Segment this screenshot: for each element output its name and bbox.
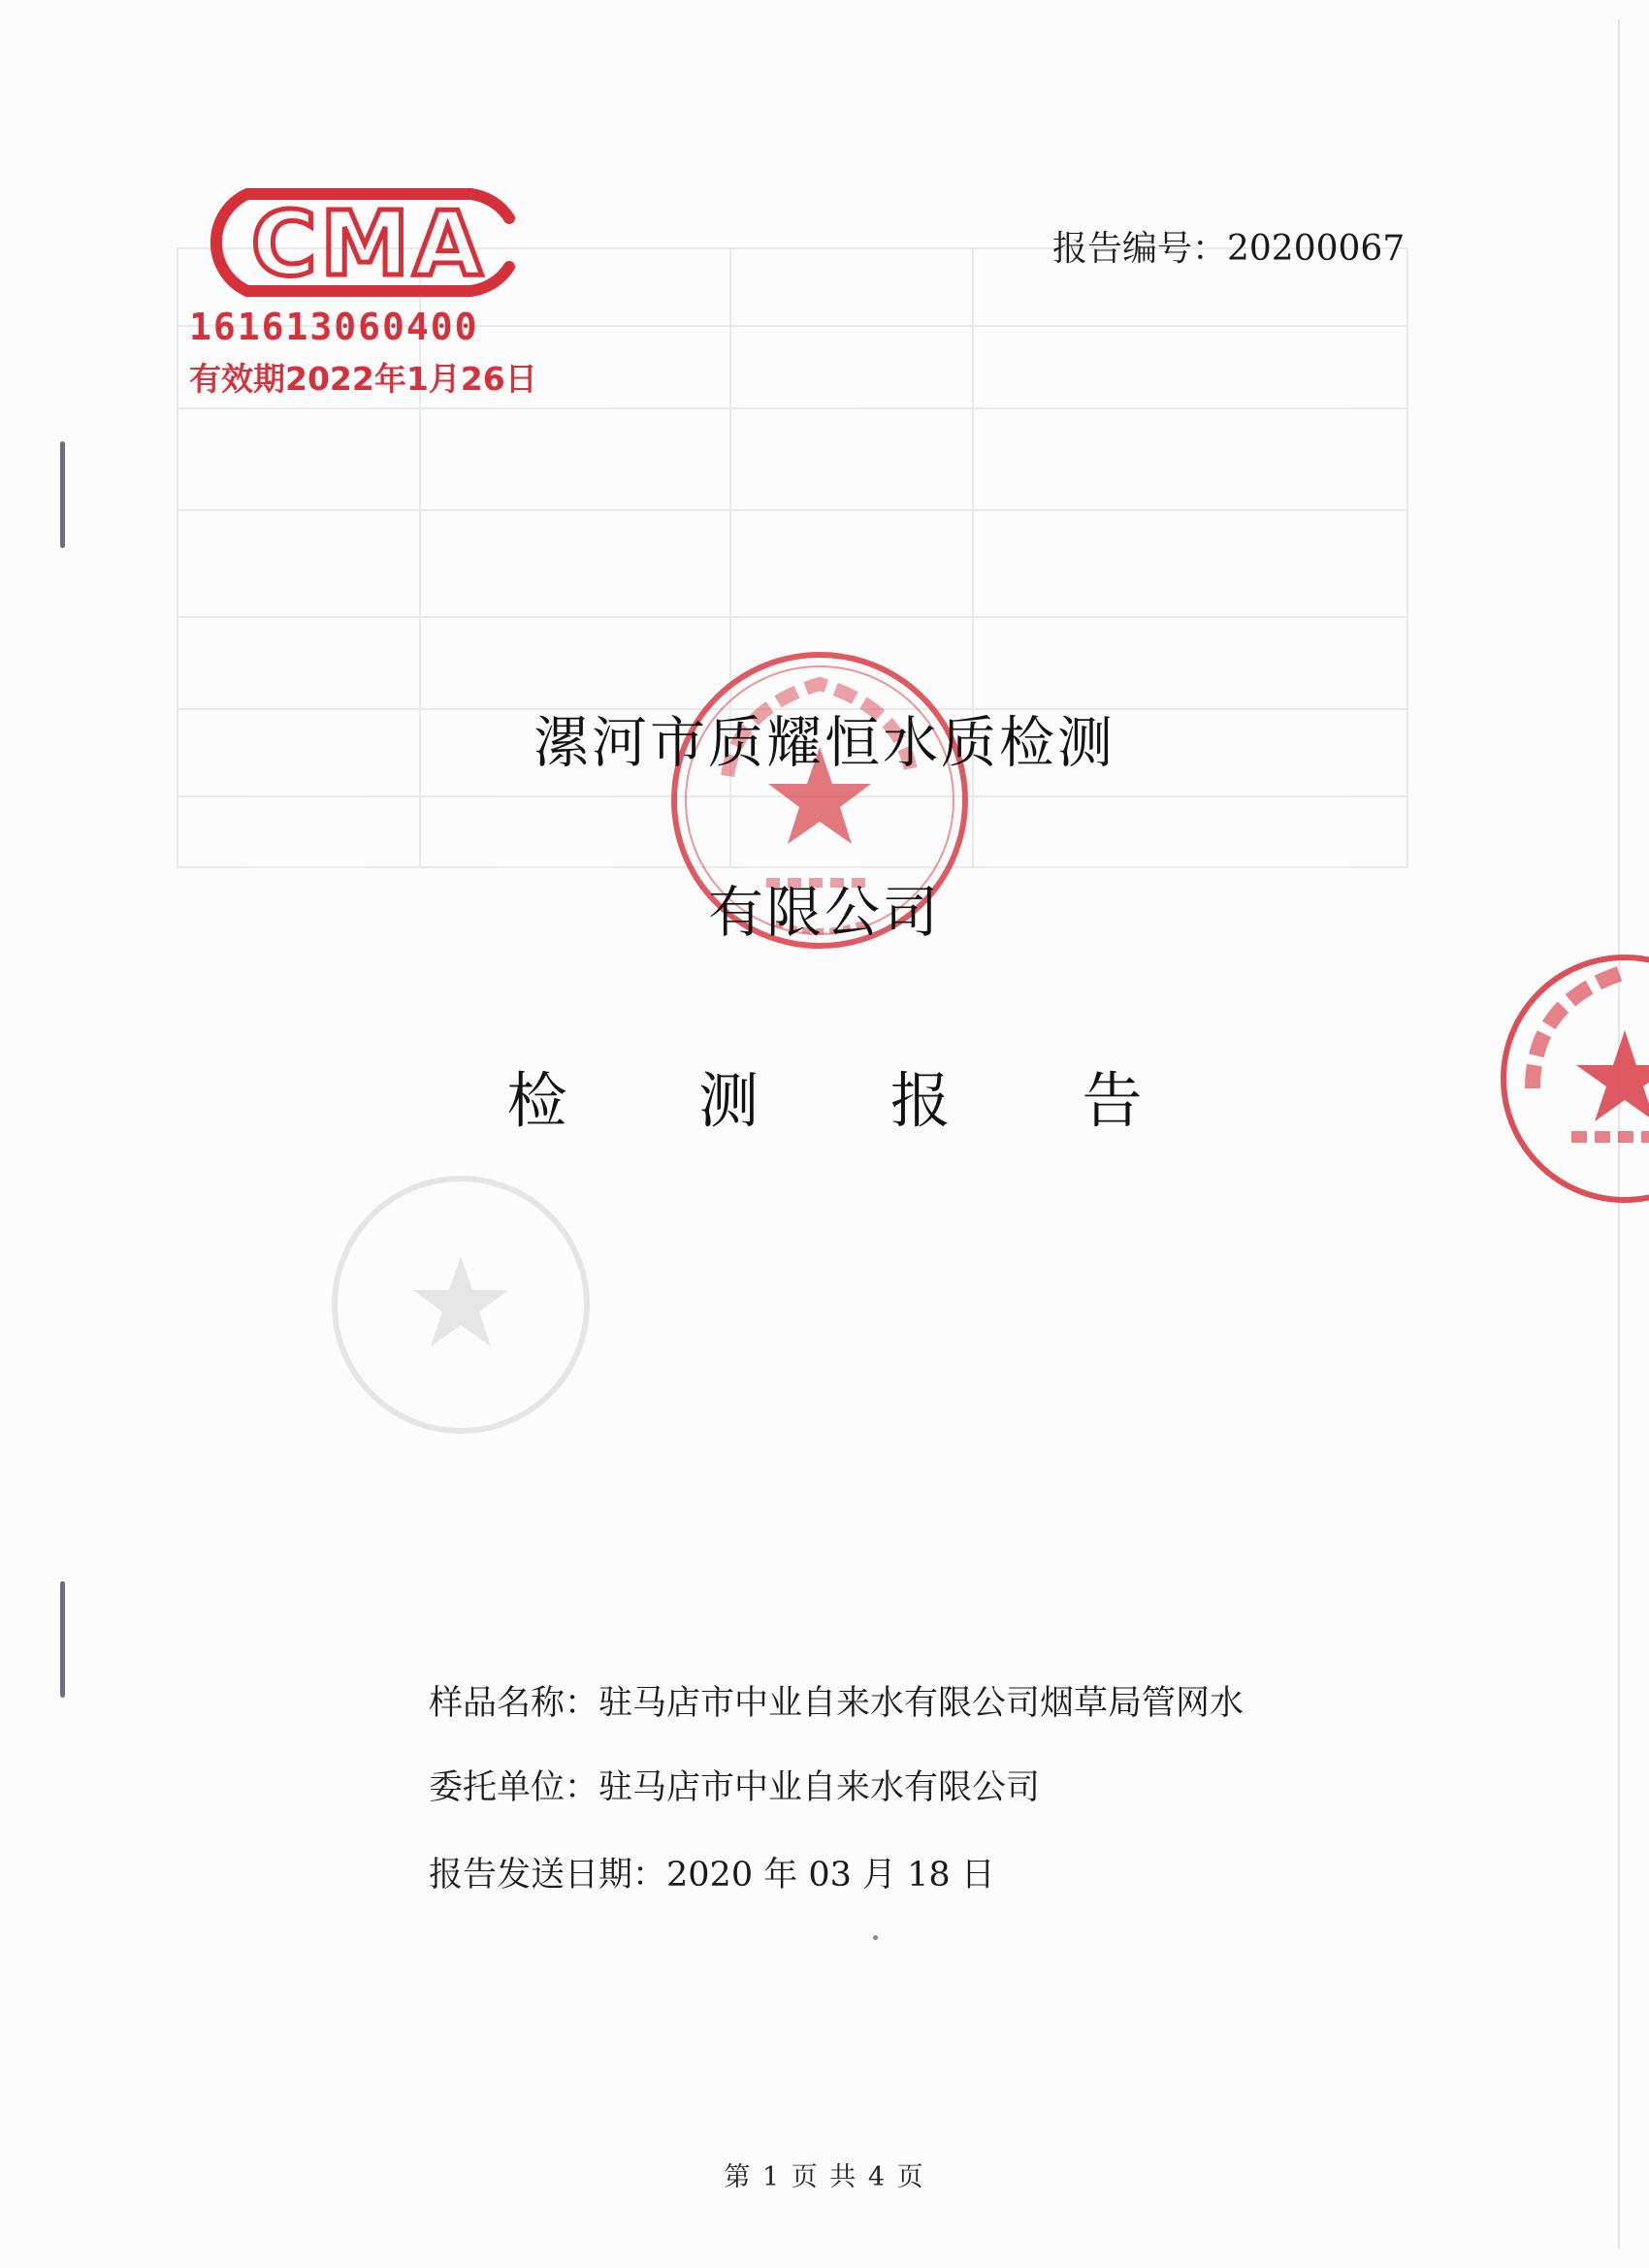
client-label: 委托单位：	[429, 1768, 599, 1807]
sample-name-row	[429, 1676, 1244, 1725]
cma-mark	[189, 179, 537, 412]
document-title: 检 测 报 告	[506, 1065, 1199, 1136]
issue-date-label: 报告发送日期：	[429, 1856, 667, 1895]
staple-bottom	[60, 1581, 65, 1698]
company-name-line1: 漯河市质耀恒水质检测	[534, 711, 1116, 775]
report-number: 报告编号：20200067	[1052, 229, 1406, 269]
cma-letters: CMA	[250, 192, 487, 296]
cma-logo-icon	[189, 179, 519, 306]
cma-number: 161613060400	[189, 306, 479, 348]
scan-speck	[873, 1935, 878, 1940]
sample-name-value: 驻马店市中业自来水有限公司烟草局管网水	[598, 1684, 1245, 1723]
bleed-through-seal-icon	[320, 1164, 601, 1445]
client-value: 驻马店市中业自来水有限公司	[598, 1768, 1041, 1807]
client-row	[429, 1761, 1040, 1809]
issue-date-row	[429, 1848, 995, 1896]
issue-date-value: 2020 年 03 月 18 日	[666, 1856, 995, 1895]
cma-validity: 有效期2022年1月26日	[189, 360, 537, 398]
staple-top	[60, 441, 65, 548]
sample-name-label: 样品名称：	[429, 1684, 599, 1723]
page-indicator: 第 1 页 共 4 页	[724, 2162, 925, 2192]
company-name-line2: 有限公司	[708, 881, 941, 945]
